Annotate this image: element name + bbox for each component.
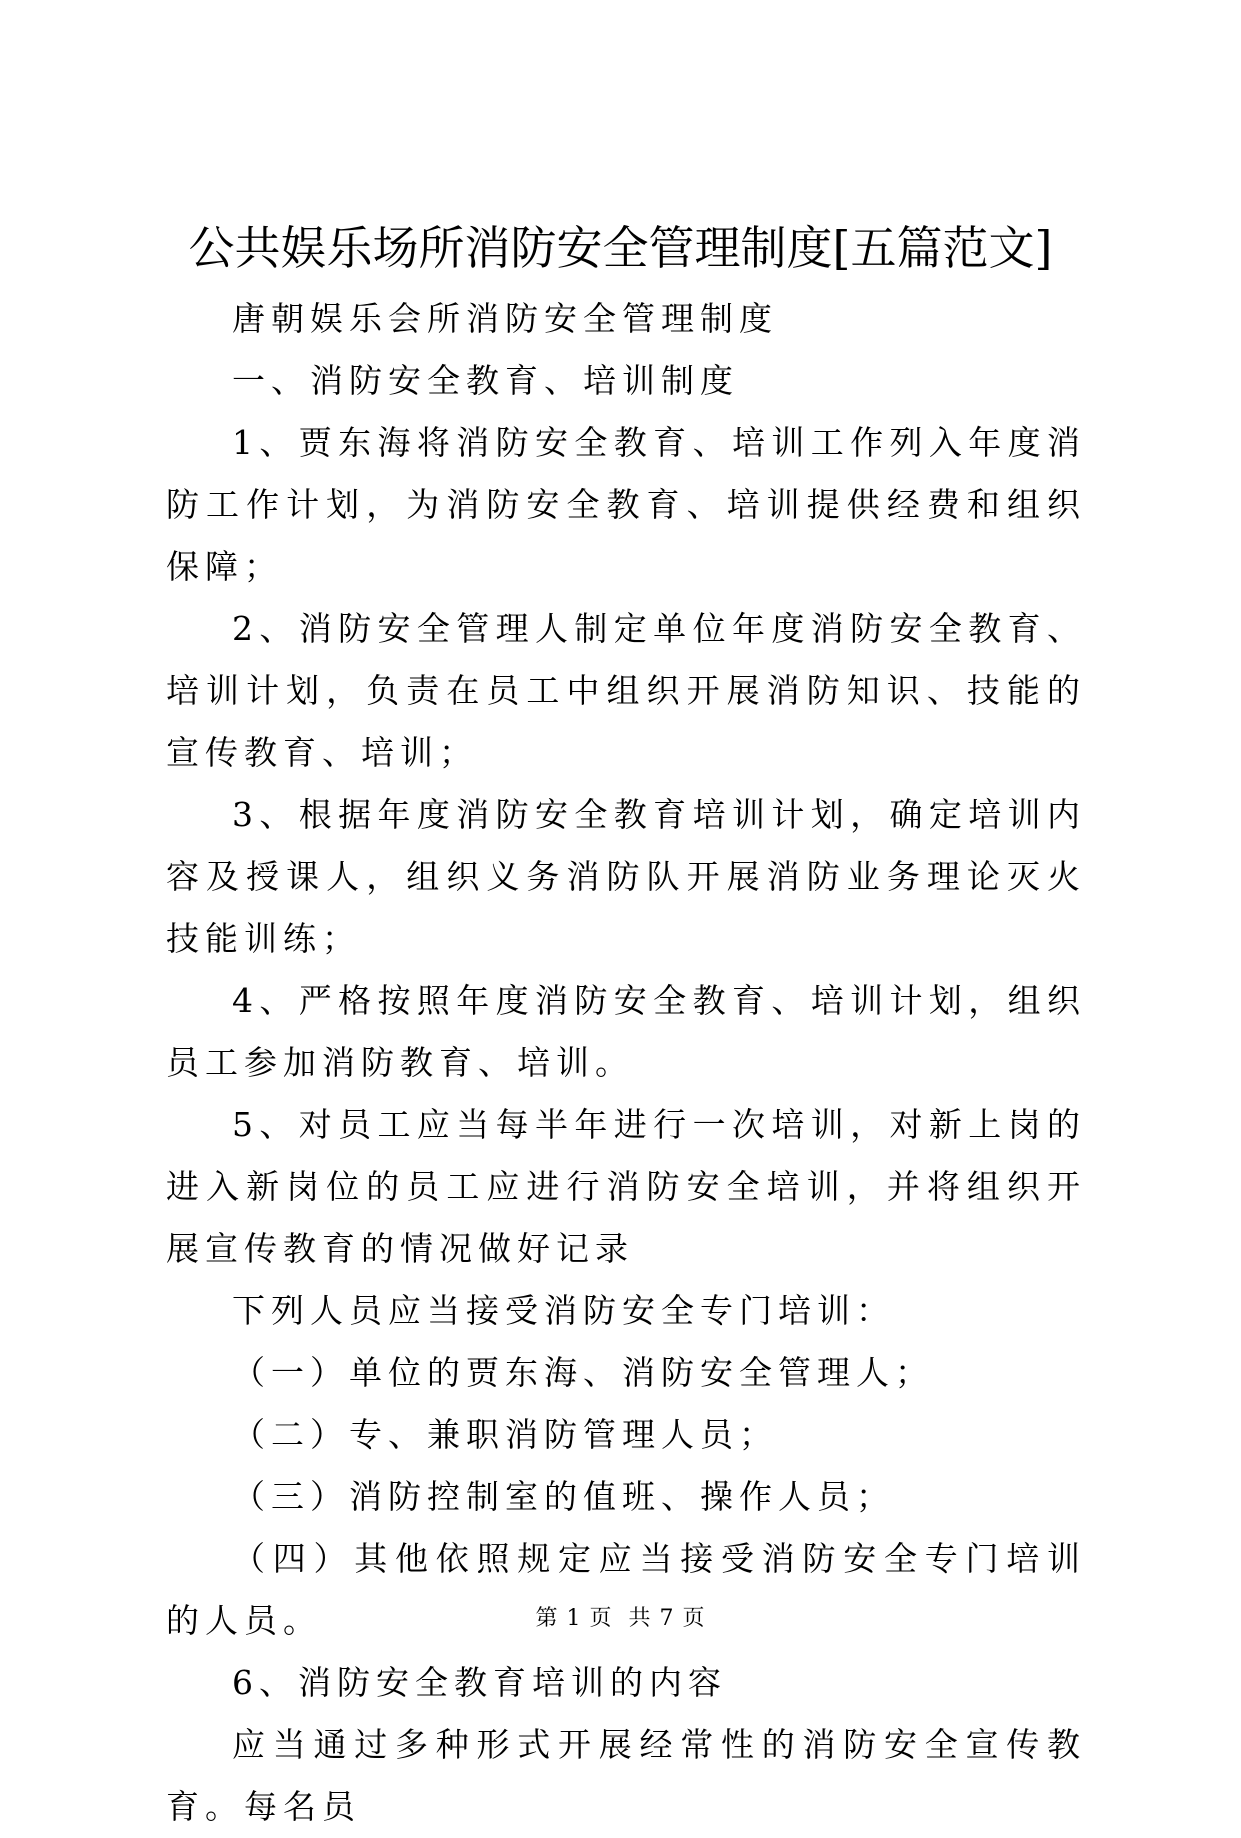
paragraph-subtitle: 唐朝娱乐会所消防安全管理制度 bbox=[232, 299, 778, 338]
paragraph-item-1: 1、贾东海将消防安全教育、培训工作列入年度消防工作计划，为消防安全教育、培训提供经费和组织保障； bbox=[166, 423, 1086, 586]
paragraph-item-5: 5、对员工应当每半年进行一次培训，对新上岗的进入新岗位的员工应进行消防安全培训，并将组织开展宣传教育的情况做好记录 bbox=[166, 1105, 1086, 1268]
paragraph-section-heading: 一、消防安全教育、培训制度 bbox=[232, 361, 739, 400]
list-item-4: （四）其他依照规定应当接受消防安全专门培训的人员。 bbox=[166, 1539, 1086, 1640]
list-item-3: （三）消防控制室的值班、操作人员； bbox=[232, 1477, 895, 1516]
page-footer bbox=[0, 1604, 1241, 1634]
paragraph-training-list-intro: 下列人员应当接受消防安全专门培训： bbox=[232, 1291, 895, 1330]
list-item-1: （一）单位的贾东海、消防安全管理人； bbox=[232, 1353, 934, 1392]
paragraph-continuation: 应当通过多种形式开展经常性的消防安全宣传教育。每名员 bbox=[166, 1725, 1086, 1826]
paragraph-item-2: 2、消防安全管理人制定单位年度消防安全教育、培训计划，负责在员工中组织开展消防知识、技能的宣传教育、培训； bbox=[166, 609, 1086, 772]
list-item-2: （二）专、兼职消防管理人员； bbox=[232, 1415, 778, 1454]
page-label-suffix: 页 bbox=[682, 1606, 706, 1631]
current-page-number: 1 bbox=[566, 1606, 582, 1631]
page-label-prefix: 第 bbox=[535, 1606, 559, 1631]
page-label-mid: 页 共 bbox=[589, 1606, 652, 1631]
paragraph-item-3: 3、根据年度消防安全教育培训计划，确定培训内容及授课人，组织义务消防队开展消防业务理论灭火技能训练； bbox=[166, 795, 1086, 958]
paragraph-item-6: 6、消防安全教育培训的内容 bbox=[232, 1663, 727, 1702]
document-title: 公共娱乐场所消防安全管理制度[五篇范文] bbox=[188, 221, 1053, 275]
paragraph-item-4: 4、严格按照年度消防安全教育、培训计划，组织员工参加消防教育、培训。 bbox=[166, 981, 1086, 1082]
total-pages-number: 7 bbox=[659, 1606, 675, 1631]
